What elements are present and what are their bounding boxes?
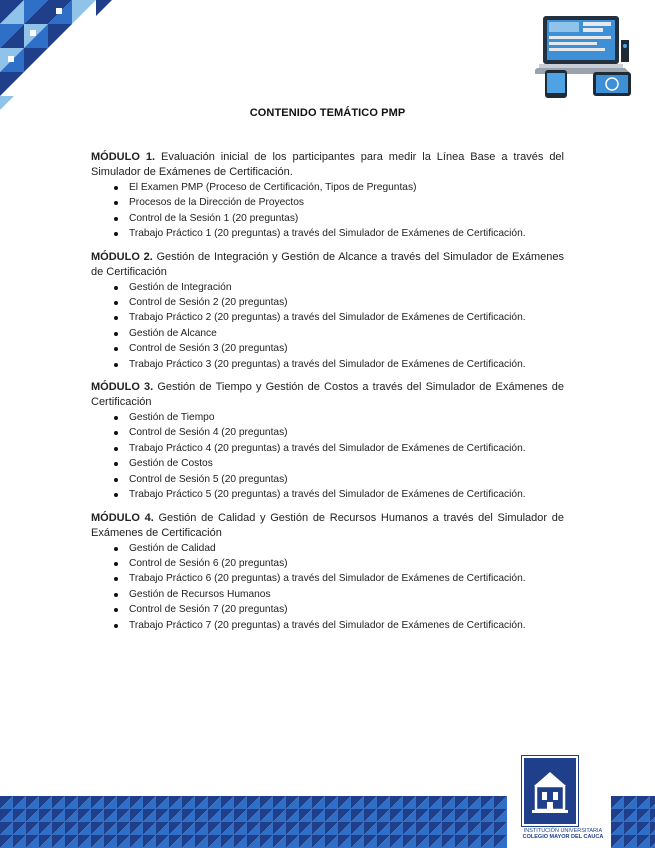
devices-illustration — [535, 12, 635, 100]
topic-item: Gestión de Alcance — [129, 326, 564, 341]
topic-item: Gestión de Recursos Humanos — [129, 587, 564, 602]
topic-item: Control de Sesión 3 (20 preguntas) — [129, 341, 564, 356]
topic-item: Trabajo Práctico 7 (20 preguntas) a través del Simulador de Exámenes de Certificación. — [129, 618, 564, 633]
module-section — [91, 150, 564, 242]
topic-item: Trabajo Práctico 2 (20 preguntas) a través del Simulador de Exámenes de Certificación. — [129, 310, 564, 325]
module-heading — [91, 150, 564, 180]
module-label: MÓDULO 2. — [91, 250, 153, 263]
topic-item: Trabajo Práctico 4 (20 preguntas) a través del Simulador de Exámenes de Certificación. — [129, 441, 564, 456]
module-title: Gestión de Tiempo y Gestión de Costos a través del Simulador de Exámenes de Certificación — [91, 381, 564, 409]
module-label: MÓDULO 1. — [91, 151, 156, 163]
module-section — [91, 250, 564, 372]
topic-item: Trabajo Práctico 6 (20 preguntas) a través del Simulador de Exámenes de Certificación. — [129, 571, 564, 586]
topic-list — [91, 541, 564, 633]
module-title: Evaluación inicial de los participantes para medir la Línea Base a través del Simulador de Exámenes de Certificación. — [91, 151, 564, 178]
building-icon — [522, 756, 578, 826]
corner-pattern-decoration — [0, 0, 112, 110]
module-section — [91, 511, 564, 633]
topic-item: Gestión de Integración — [129, 280, 564, 295]
topic-list — [91, 410, 564, 502]
topic-item: Control de Sesión 5 (20 preguntas) — [129, 472, 564, 487]
logo-text-line2: COLEGIO MAYOR DEL CAUCA — [522, 834, 604, 840]
module-heading — [91, 511, 564, 541]
topic-item: Trabajo Práctico 1 (20 preguntas) a través del Simulador de Exámenes de Certificación. — [129, 226, 564, 241]
page-title: CONTENIDO TEMÁTICO PMP — [249, 107, 406, 119]
module-heading — [91, 380, 564, 410]
topic-item: Gestión de Costos — [129, 456, 564, 471]
topic-item: El Examen PMP (Proceso de Certificación, Tipos de Preguntas) — [129, 180, 564, 195]
module-list — [91, 150, 564, 641]
module-title: Gestión de Integración y Gestión de Alcance a través del Simulador de Exámenes de Certificación — [91, 250, 564, 278]
logo-text-line1: INSTITUCIÓN UNIVERSITARIA — [523, 828, 603, 834]
topic-item: Control de la Sesión 1 (20 preguntas) — [129, 211, 564, 226]
topic-list — [91, 280, 564, 372]
topic-item: Gestión de Calidad — [129, 541, 564, 556]
topic-item: Trabajo Práctico 5 (20 preguntas) a través del Simulador de Exámenes de Certificación. — [129, 487, 564, 502]
topic-item: Control de Sesión 4 (20 preguntas) — [129, 425, 564, 440]
module-label: MÓDULO 4. — [91, 511, 154, 524]
module-section — [91, 380, 564, 502]
module-title: Gestión de Calidad y Gestión de Recursos Humanos a través del Simulador de Exámenes de Certificación — [91, 511, 564, 539]
topic-item: Trabajo Práctico 3 (20 preguntas) a través del Simulador de Exámenes de Certificación. — [129, 357, 564, 372]
topic-item: Control de Sesión 2 (20 preguntas) — [129, 295, 564, 310]
topic-list — [91, 180, 564, 242]
module-heading — [91, 250, 564, 280]
topic-item: Gestión de Tiempo — [129, 410, 564, 425]
topic-item: Procesos de la Dirección de Proyectos — [129, 195, 564, 210]
module-label: MÓDULO 3. — [91, 381, 154, 394]
topic-item: Control de Sesión 7 (20 preguntas) — [129, 602, 564, 617]
institution-logo — [508, 752, 618, 848]
topic-item: Control de Sesión 6 (20 preguntas) — [129, 556, 564, 571]
